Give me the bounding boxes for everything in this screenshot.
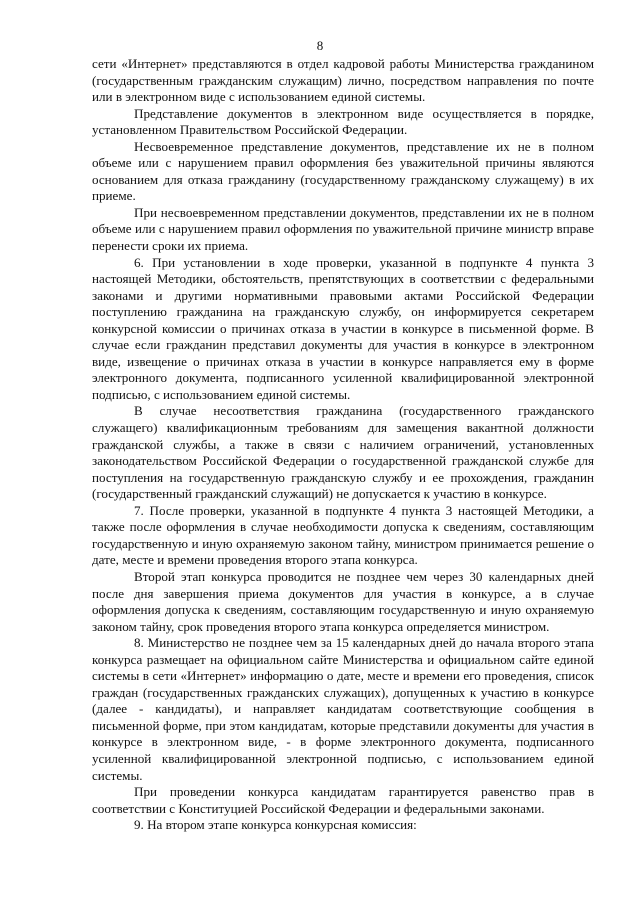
document-body bbox=[92, 56, 594, 834]
page-number: 8 bbox=[316, 38, 324, 53]
paragraph-7: 7. После проверки, указанной в подпункте 4 пункта 3 настоящей Методики, а также после оформления в случае необходимости допуска к сведениям, составляющим государственную и иную охраняемую законом тайну, министром принимается решение о дате, месте и времени проведения второго этапа конкурса. bbox=[92, 502, 594, 568]
paragraph-4: При несвоевременном представлении документов, представлении их не в полном объеме или с нарушением правил оформления по уважительной причине министр вправе перенести сроки их приема. bbox=[92, 204, 594, 254]
paragraph-8: Второй этап конкурса проводится не позднее чем через 30 календарных дней после дня завершения приема документов для участия в конкурсе, а в случае оформления допуска к сведениям, составляющим государственную и иную охраняемую законом тайну, срок проведения второго этапа конкурса определяется министром. bbox=[92, 568, 594, 634]
paragraph-3: Несвоевременное представление документов, представление их не в полном объеме или с нарушением правил оформления без уважительной причины являются основанием для отказа гражданину (государственному гражданскому служащему) в их приеме. bbox=[92, 138, 594, 204]
paragraph-2: Представление документов в электронном виде осуществляется в порядке, установленном Правительством Российской Федерации. bbox=[92, 105, 594, 138]
paragraph-5: 6. При установлении в ходе проверки, указанной в подпункте 4 пункта 3 настоящей Методики, обстоятельств, препятствующих в соответствии с федеральными законами и другими нормативными правовыми актами Российской Федерации поступлению гражданина на гражданскую службу, он информируется секретарем конкурсной комиссии о причинах отказа в участии в конкурсе в письменной форме. В случае если гражданин представил документы для участия в конкурсе в электронном виде, извещение о причинах отказа в участии в конкурсе направляется ему в форме электронного документа, подписанного усиленной квалифицированной электронной подписью, с использованием единой системы. bbox=[92, 254, 594, 402]
paragraph-10: При проведении конкурса кандидатам гарантируется равенство прав в соответствии с Конституцией Российской Федерации и федеральными законами. bbox=[92, 784, 594, 816]
paragraph-6: В случае несоответствия гражданина (государственного гражданского служащего) квалификационным требованиям для замещения вакантной должности гражданской службы, а также в связи с наличием ограничений, установленных законодательством Российской Федерации о государственной гражданской службе для поступления на государственную гражданскую службу и ее прохождения, гражданин (государственный гражданский служащий) не допускается к участию в конкурсе. bbox=[92, 403, 594, 502]
paragraph-1: сети «Интернет» представляются в отдел кадровой работы Министерства гражданином (государственным гражданским служащим) лично, посредством направления по почте или в электронном виде с использованием единой системы. bbox=[92, 56, 594, 105]
paragraph-9: 8. Министерство не позднее чем за 15 календарных дней до начала второго этапа конкурса размещает на официальном сайте Министерства и официальном сайте единой системы в сети «Интернет» информацию о дате, месте и времени его проведения, список граждан (государственных гражданских служащих), допущенных к участию в конкурсе (далее - кандидаты), и направляет кандидатам соответствующие сообщения в письменной форме, при этом кандидатам, которые представили документы для участия в конкурсе в электронном виде, - в форме электронного документа, подписанного усиленной квалифицированной электронной подписью, с использованием единой системы. bbox=[92, 635, 594, 783]
paragraph-11: 9. На втором этапе конкурса конкурсная комиссия: bbox=[134, 817, 417, 833]
